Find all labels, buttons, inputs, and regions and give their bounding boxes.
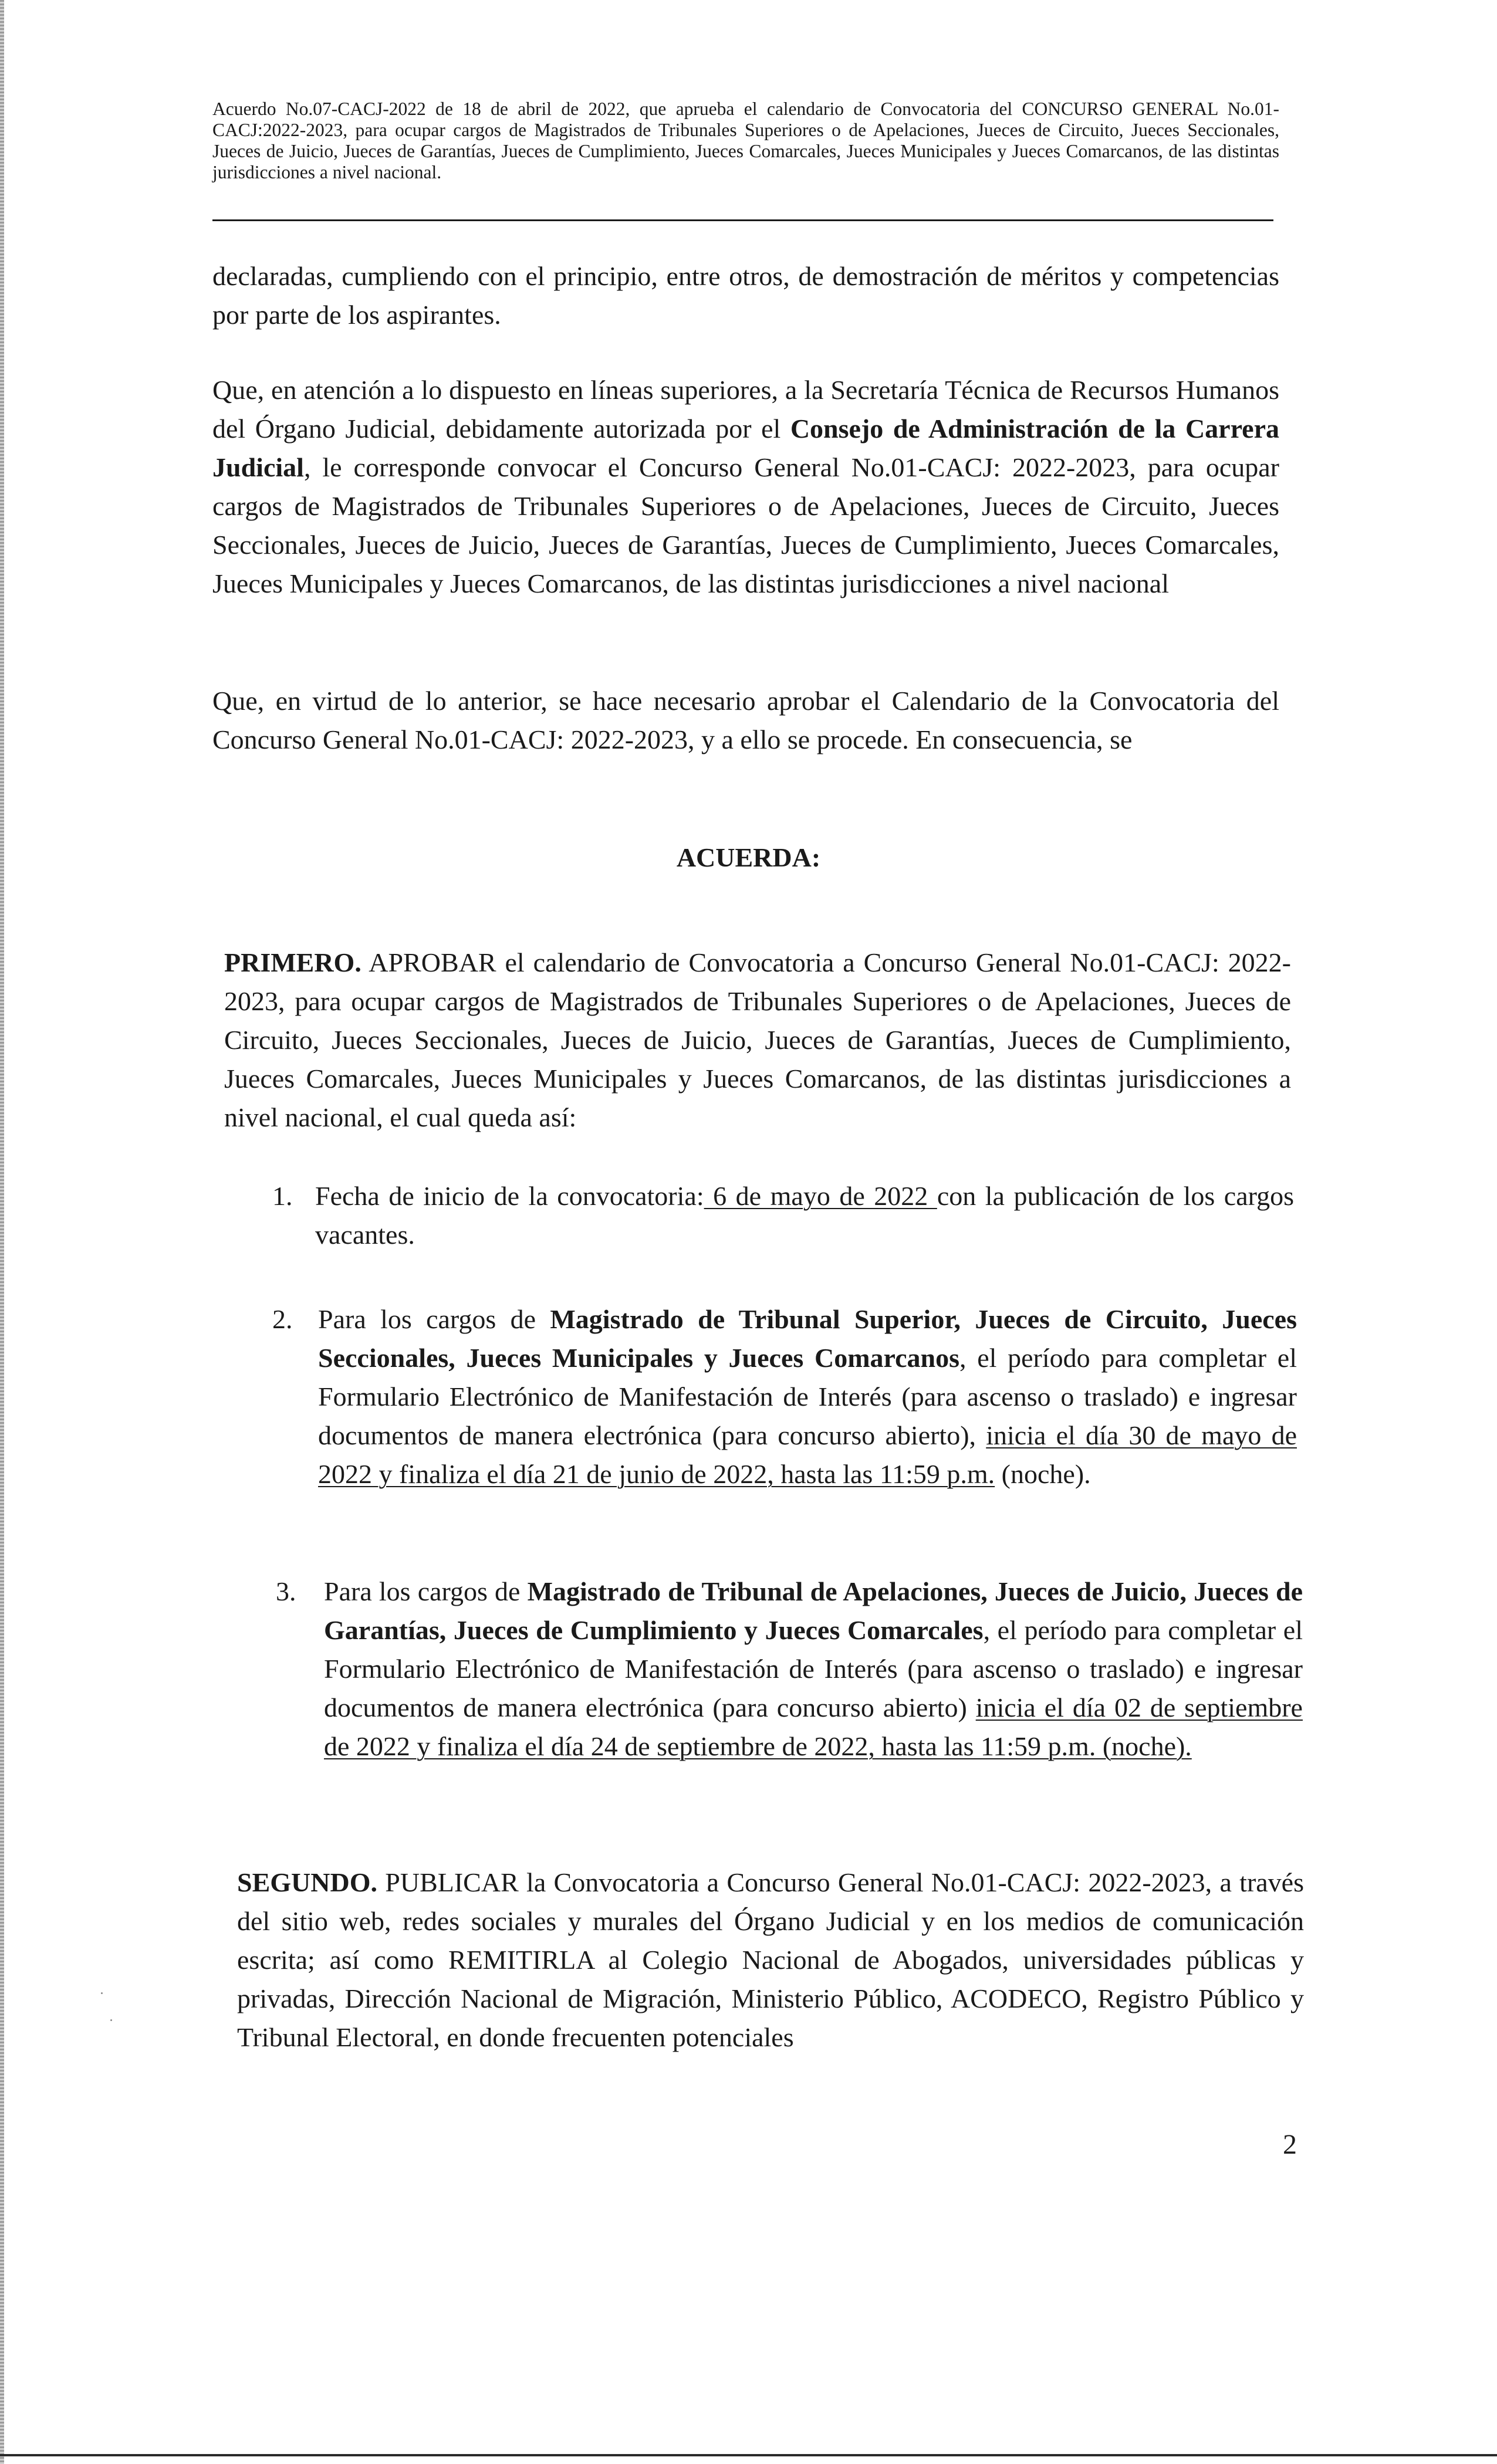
primero-label: PRIMERO. [224,947,361,977]
paragraph-declaradas: declaradas, cumpliendo con el principio, entre otros, de demostración de méritos y competencias por parte de los aspirantes. [212,261,1279,330]
list-item-3 [324,1572,1303,1766]
scan-speck [101,1992,103,1994]
list-item-1 [315,1177,1294,1254]
paragraph-segundo [237,1863,1304,2057]
text-segment: Que, en atención a lo dispuesto en líneas superiores, a la Secretaría Técnica de Recursos Humanos del Órgano Judicial, debidamente autorizada por el [212,375,1279,444]
bold-cargos: Magistrado de Tribunal Superior, Jueces de Circuito, Jueces Seccionales, Jueces Municipales y Jueces Comarcanos [318,1304,1297,1373]
page-number: 2 [1283,2129,1297,2160]
primero-text: APROBAR el calendario de Convocatoria a Concurso General No.01-CACJ: 2022-2023, para ocupar cargos de Magistrados de Tribunales Superiores o de Apelaciones, Jueces de Circuito, Jueces Seccionales, Jueces de Juicio, Jueces de Garantías, Jueces de Cumplimiento, Jueces Comarcales, Jueces Municipales y Jueces Comarcanos, de las distintas jurisdicciones a nivel nacional, el cual queda así: [224,947,1291,1132]
underlined-period: inicia el día 30 de mayo de 2022 y finaliza el día 21 de junio de 2022, hasta las 11:59 p.m. [318,1420,1297,1489]
scan-bottom-edge [0,2454,1497,2456]
paragraph-que-atencion [212,371,1279,603]
segundo-label: SEGUNDO. [237,1867,377,1897]
text-segment: (noche). [995,1459,1091,1489]
underlined-period: inicia el día 02 de septiembre de 2022 y finaliza el día 24 de septiembre de 2022, hasta las 11:59 p.m. (noche). [324,1693,1303,1761]
paragraph-primero [224,943,1291,1137]
header-divider [212,219,1273,221]
list-number-2: 2. [272,1304,293,1334]
list-number-3: 3. [276,1576,296,1606]
scan-left-edge [0,0,4,2464]
underlined-date: 6 de mayo de 2022 [704,1181,937,1211]
text-segment: , le corresponde convocar el Concurso General No.01-CACJ: 2022-2023, para ocupar cargos de Magistrados de Tribunales Superiores o de Apelaciones, Jueces de Circuito, Jueces Seccionales, Jueces de Juicio, Jueces de Garantías, Jueces de Cumplimiento, Jueces Comarcales, Jueces Municipales y Jueces Comarcanos, de las distintas jurisdicciones a nivel nacional [212,452,1279,598]
list-item-2 [318,1300,1297,1494]
text-segment: , el período para completar el Formulario Electrónico de Manifestación de Interés (para ascenso o traslado) e ingresar documentos de manera electrónica (para concurso abierto), [318,1343,1297,1450]
text-segment: Para los cargos de [324,1576,528,1606]
list-number-1: 1. [272,1181,293,1211]
text-segment: Para los cargos de [318,1304,550,1334]
bold-consejo: Consejo de Administración de la Carrera Judicial [212,414,1280,482]
acuerda-heading: ACUERDA: [676,842,821,872]
text-segment: con la publicación de los cargos vacantes. [315,1181,1295,1250]
document-header: Acuerdo No.07-CACJ-2022 de 18 de abril de 2022, que aprueba el calendario de Convocatoria del CONCURSO GENERAL No.01-CACJ:2022-2023, para ocupar cargos de Magistrados de Tribunales Superiores o de Apelaciones, Jueces de Circuito, Jueces Seccionales, Jueces de Juicio, Jueces de Garantías, Jueces de Cumplimiento, Jueces Comarcales, Jueces Municipales y Jueces Comarcanos, de las distintas jurisdicciones a nivel nacional. [212,99,1279,182]
segundo-text: PUBLICAR la Convocatoria a Concurso General No.01-CACJ: 2022-2023, a través del sitio web, redes sociales y murales del Órgano Judicial y en los medios de comunicación escrita; así como REMITIRLA al Colegio Nacional de Abogados, universidades públicas y privadas, Dirección Nacional de Migración, Ministerio Público, ACODECO, Registro Público y Tribunal Electoral, en donde frecuenten potenciales [237,1867,1304,2052]
bold-cargos: Magistrado de Tribunal de Apelaciones, Jueces de Juicio, Jueces de Garantías, Jueces de Cumplimiento y Jueces Comarcales [324,1576,1303,1645]
paragraph-que-virtud: Que, en virtud de lo anterior, se hace necesario aprobar el Calendario de la Convocatoria del Concurso General No.01-CACJ: 2022-2023, y a ello se procede. En consecuencia, se [212,686,1279,754]
text-segment: , el período para completar el Formulario Electrónico de Manifestación de Interés (para ascenso o traslado) e ingresar documentos de manera electrónica (para concurso abierto) [324,1615,1303,1722]
scan-speck [110,2019,112,2021]
text-segment: Fecha de inicio de la convocatoria: [315,1181,704,1211]
